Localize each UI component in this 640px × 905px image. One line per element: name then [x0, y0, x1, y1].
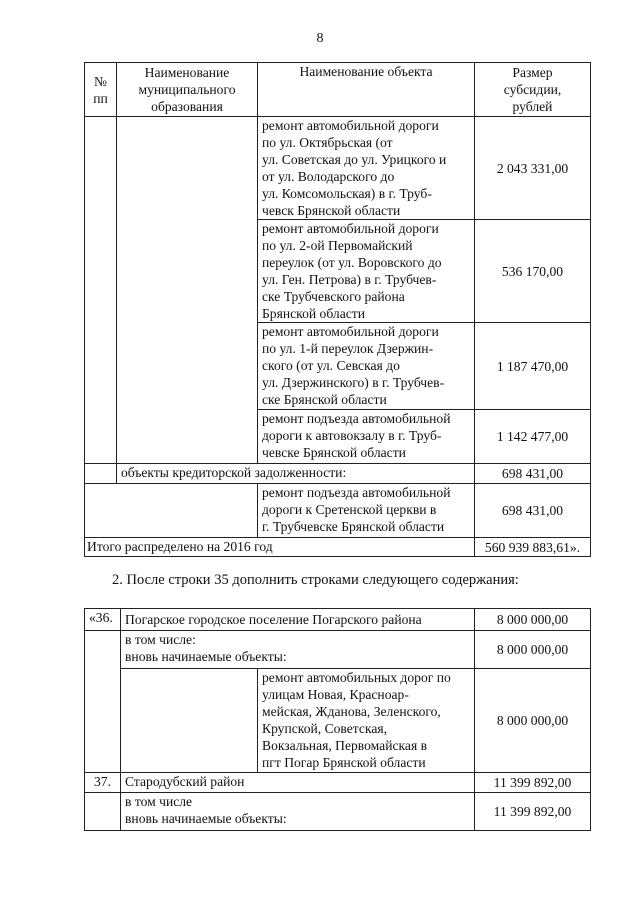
- amount-cell: 11 399 892,00: [475, 773, 591, 793]
- total-row: [85, 538, 591, 557]
- table-row: [85, 773, 591, 793]
- table-row: [85, 631, 591, 669]
- header-number: № пп: [85, 63, 117, 117]
- number-cell-empty: [85, 631, 121, 773]
- object-cell: ремонт автомобильных дорог по улицам Новая, Краснoар- мейская, Жданова, Зеленского, Крупской, Советская, Вокзальная, Первомайская в пгт Погар Брянской области: [258, 669, 475, 773]
- total-label: Итого распределено на 2016 год: [85, 538, 475, 557]
- amount-cell: 8 000 000,00: [475, 631, 591, 669]
- object-cell: ремонт автомобильной дороги по ул. 1-й переулок Дзержин- ского (от ул. Севская до ул. Дзержинского) в г. Трубчев- ске Брянской области: [258, 323, 475, 410]
- subsidy-table-additions: [84, 608, 591, 831]
- object-cell: ремонт автомобильной дороги по ул. Октябрьская (от ул. Советская до ул. Урицкого и от ул. Володарского до ул. Комсомольская) в г. Труб- чевск Брянской области: [258, 117, 475, 220]
- amount-cell: 11 399 892,00: [475, 793, 591, 831]
- amount-cell: 8 000 000,00: [475, 609, 591, 631]
- table-row: [85, 793, 591, 831]
- table-row: [85, 117, 591, 220]
- table-row: [85, 484, 591, 538]
- header-amount: Размер субсидии, рублей: [475, 63, 591, 117]
- page-number: 8: [316, 31, 324, 46]
- amount-cell: 8 000 000,00: [475, 669, 591, 773]
- object-cell: ремонт подъезда автомобильной дороги к Сретенской церкви в г. Трубчевске Брянской области: [258, 484, 475, 538]
- number-cell-empty: [85, 464, 117, 484]
- table-row: [85, 609, 591, 631]
- number-cell-empty: [85, 793, 121, 831]
- object-cell: ремонт подъезда автомобильной дороги к автовокзалу в г. Труб- чевске Брянской области: [258, 410, 475, 464]
- row-number: «36.: [85, 609, 121, 631]
- object-cell: ремонт автомобильной дороги по ул. 2-ой Первомайский переулок (от ул. Воровского до ул. Ген. Петрова) в г. Трубчев- ске Трубчевского района Брянской области: [258, 220, 475, 323]
- subcategory-label: в том числе: вновь начинаемые объекты:: [121, 631, 475, 669]
- municipality-cell-empty: [121, 669, 258, 773]
- creditor-label: объекты кредиторской задолженности:: [117, 464, 475, 484]
- header-object: Наименование объекта: [258, 63, 475, 117]
- municipality-name: Погарское городское поселение Погарского района: [121, 609, 475, 631]
- empty-cell: [85, 484, 258, 538]
- amount-cell: 1 142 477,00: [475, 410, 591, 464]
- creditor-row: [85, 464, 591, 484]
- municipality-name: Стародубский район: [121, 773, 475, 793]
- amount-cell: 698 431,00: [475, 484, 591, 538]
- amount-cell: 536 170,00: [475, 220, 591, 323]
- creditor-amount: 698 431,00: [475, 464, 591, 484]
- row-number: 37.: [85, 773, 121, 793]
- table-header-row: [85, 63, 591, 117]
- total-amount: 560 939 883,61».: [475, 538, 591, 557]
- number-cell-empty: [85, 117, 117, 464]
- amount-cell: 1 187 470,00: [475, 323, 591, 410]
- subcategory-label: в том числе вновь начинаемые объекты:: [121, 793, 475, 831]
- amendment-instruction: 2. После строки 35 дополнить строками следующего содержания:: [112, 572, 519, 588]
- table-row: [85, 669, 591, 773]
- header-municipality: Наименование муниципального образования: [117, 63, 258, 117]
- municipality-cell-empty: [117, 117, 258, 464]
- subsidy-table-continued: [84, 62, 591, 557]
- amount-cell: 2 043 331,00: [475, 117, 591, 220]
